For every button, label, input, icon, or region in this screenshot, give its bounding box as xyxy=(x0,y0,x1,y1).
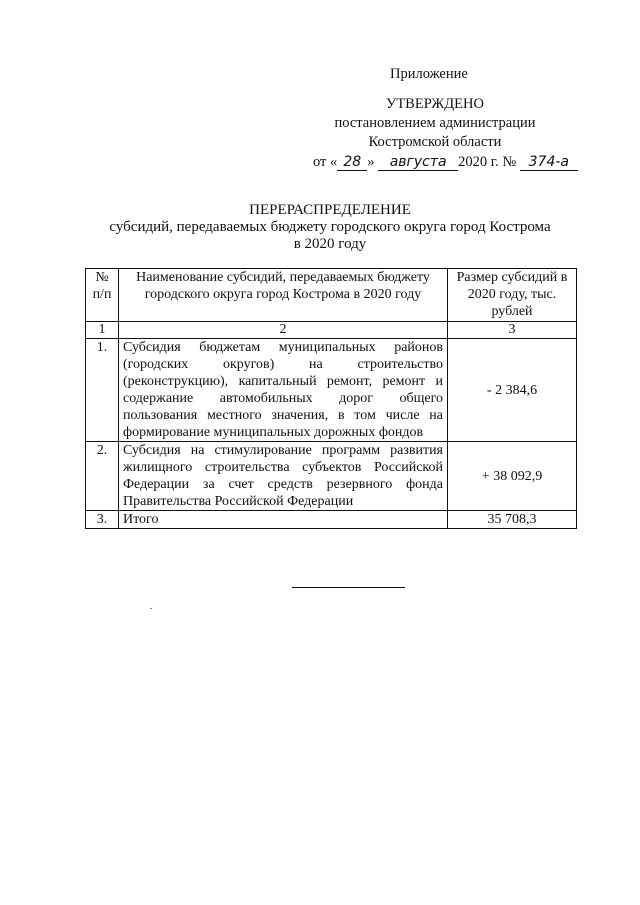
table-header-row xyxy=(86,269,577,322)
row-name: Субсидия на стимулирование программ развития жилищного строительства субъектов Российской Федерации за счет средств резервного фонда Правительства Российской Федерации xyxy=(119,442,448,511)
table-row xyxy=(86,442,577,511)
column-number: 3 xyxy=(448,322,577,339)
approved-label: УТВЕРЖДЕНО xyxy=(386,96,484,112)
separator-line xyxy=(292,587,405,588)
row-num: 3. xyxy=(86,511,119,529)
row-amount: - 2 384,6 xyxy=(448,339,577,442)
date-line xyxy=(313,153,578,172)
row-name: Итого xyxy=(119,511,448,529)
region-label: Костромской области xyxy=(368,134,502,150)
scan-speck xyxy=(150,608,152,609)
date-day: 28 xyxy=(337,155,367,171)
header-amount: Размер субсидий в 2020 году, тыс. рублей xyxy=(448,269,577,322)
subsidies-table xyxy=(85,268,577,529)
row-amount: + 38 092,9 xyxy=(448,442,577,511)
date-prefix: от « xyxy=(313,154,338,170)
title-line-3: в 2020 году xyxy=(293,236,367,252)
resolution-label: постановлением администрации xyxy=(334,115,536,131)
document-number: 374-а xyxy=(520,155,578,171)
date-month: августа xyxy=(378,155,458,171)
column-number: 2 xyxy=(119,322,448,339)
title-line-1: ПЕРЕРАСПРЕДЕЛЕНИЕ xyxy=(249,202,411,218)
column-number: 1 xyxy=(86,322,119,339)
header-name: Наименование субсидий, передаваемых бюджету городского округа город Кострома в 2020 году xyxy=(119,269,448,322)
header-num: № п/п xyxy=(86,269,119,322)
column-number-row xyxy=(86,322,577,339)
table-row xyxy=(86,339,577,442)
date-mid: » xyxy=(367,154,375,170)
row-num: 2. xyxy=(86,442,119,511)
document-title xyxy=(80,202,580,253)
appendix-label: Приложение xyxy=(390,66,468,82)
title-line-2: субсидий, передаваемых бюджету городского округа город Кострома xyxy=(109,219,551,235)
row-name: Субсидия бюджетам муниципальных районов (городских округов) на строительство (реконструкцию), капитальный ремонт, ремонт и содержание автомобильных дорог общего пользования местного значения, в том числе на формирование муниципальных дорожных фондов xyxy=(119,339,448,442)
date-year: 2020 г. № xyxy=(458,154,517,170)
table-total-row xyxy=(86,511,577,529)
row-amount: 35 708,3 xyxy=(448,511,577,529)
approval-block xyxy=(300,95,570,152)
row-num: 1. xyxy=(86,339,119,442)
